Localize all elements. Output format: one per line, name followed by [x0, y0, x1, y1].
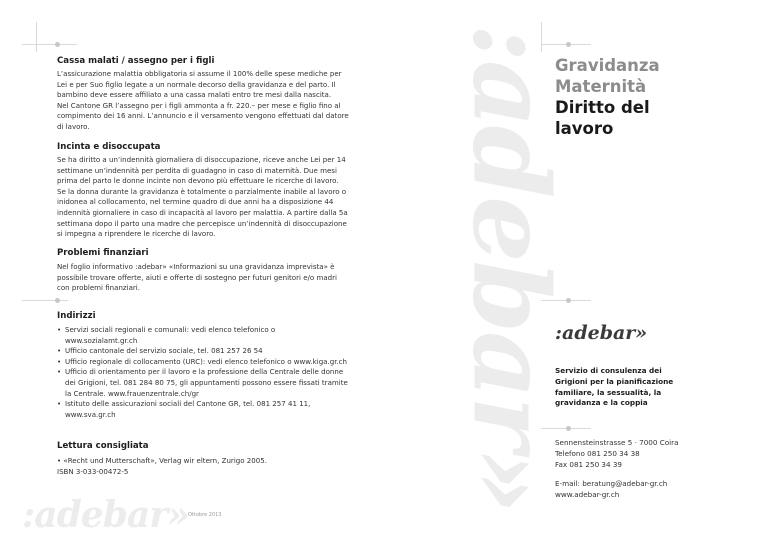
contact-website[interactable]: www.adebar-gr.ch: [555, 489, 620, 499]
guide-dot: [55, 298, 60, 303]
address-list: [57, 325, 349, 420]
section-title-indirizzi: Indirizzi: [57, 311, 96, 321]
fold-guide-left: [36, 22, 37, 52]
print-date: Ottobre 2013: [188, 512, 222, 518]
cover-title-line-4: lavoro: [555, 119, 614, 138]
contact-email[interactable]: E-mail: beratung@adebar-gr.ch: [555, 479, 668, 488]
cover-title-line-2: Maternità: [555, 77, 647, 96]
list-item: • Ufficio regionale di collocamento (URC): vedi elenco telefonico o www.kiga.gr.ch: [57, 357, 349, 368]
contact-address: Sennensteinstrasse 5 · 7000 Coira: [555, 438, 679, 447]
section-text-cassa: L’assicurazione malattia obbligatoria si assume il 100% delle spese mediche per Lei e per Suo figlio legate a un normale decorso della gravidanza e del parto. Il bambino deve essere affiliato a una cassa malati entro tre mesi dalla nascita.: [57, 69, 342, 100]
list-item: • Servizi sociali regionali e comunali: vedi elenco telefonico o www.sozialamt.gr.ch: [57, 325, 349, 346]
cover-title-line-3: Diritto del: [555, 98, 650, 117]
adebar-watermark: :adebar»: [449, 23, 573, 513]
top-left-guide: [22, 44, 77, 45]
mid-left-guide: [22, 300, 68, 301]
list-item: • Ufficio cantonale del servizio sociale, tel. 081 257 26 54: [57, 346, 349, 357]
guide-dot: [55, 42, 60, 47]
section-text-isbn: ISBN 3-033-00472-5: [57, 466, 129, 476]
footer-logo: :adebar»: [22, 494, 189, 536]
contact-fax: Fax 081 250 34 39: [555, 459, 622, 469]
section-title-lettura: Lettura consigliata: [57, 441, 149, 451]
section-text-cassa-2: Nel Cantone GR l’assegno per i figli ammonta a fr. 220.– per mese e figlio fino al compimento dei 16 anni. L’annuncio e il versamento vengono effettuati dal datore di lavoro.: [57, 100, 349, 131]
list-item: • Istituto delle assicurazioni sociali del Cantone GR, tel. 081 257 41 11, www.sva.gr.ch: [57, 399, 349, 420]
cover-tagline: Servizio di consulenza dei Grigioni per la pianificazione familiare, la sessualità, la gravidanza e la coppia: [555, 366, 674, 408]
contact-phone: Telefono 081 250 34 38: [555, 448, 640, 458]
section-text-problemi: Nel foglio informativo :adebar» «Informazioni su una gravidanza imprevista» è possibile trovare offerte, aiuti e offerte di sostegno per futuri genitori e/o madri con problemi finanziari.: [57, 262, 337, 293]
list-item: • Ufficio di orientamento per il lavoro e la professione della Centrale delle donne dei Grigioni, tel. 081 284 80 75, gli appuntamenti possono essere fissati tramite la Centrale. www.frauenzentrale.ch/gr: [57, 367, 349, 399]
section-title-incinta: Incinta e disoccupata: [57, 142, 161, 152]
section-title-problemi: Problemi finanziari: [57, 248, 149, 258]
adebar-logo: :adebar»: [555, 322, 648, 344]
section-title-cassa: Cassa malati / assegno per i figli: [57, 56, 215, 66]
cover-title-line-1: Gravidanza: [555, 56, 660, 75]
section-text-lettura: • «Recht und Mutterschaft», Verlag wir eltern, Zurigo 2005.: [57, 456, 267, 465]
section-text-incinta: Se ha diritto a un’indennità giornaliera di disoccupazione, riceve anche Lei per 14 settimane un’indennità per perdita di guadagno in caso di maternità. Due mesi prima del parto le donne incinte non devono più effettuare le ricerche di lavoro. Se la donna durante la gravidanza è totalmente o parzialmente inabile al lavoro o inidonea al collocamento, nel termine quadro di due anni ha a disposizione 44 indennità giornaliere in caso di incapacità al lavoro per malattia. A partire dalla 5a settimana dopo il parto una madre che percepisce un’indennità di disoccupazione si impegna a riprendere le ricerche di lavoro.: [57, 155, 348, 239]
